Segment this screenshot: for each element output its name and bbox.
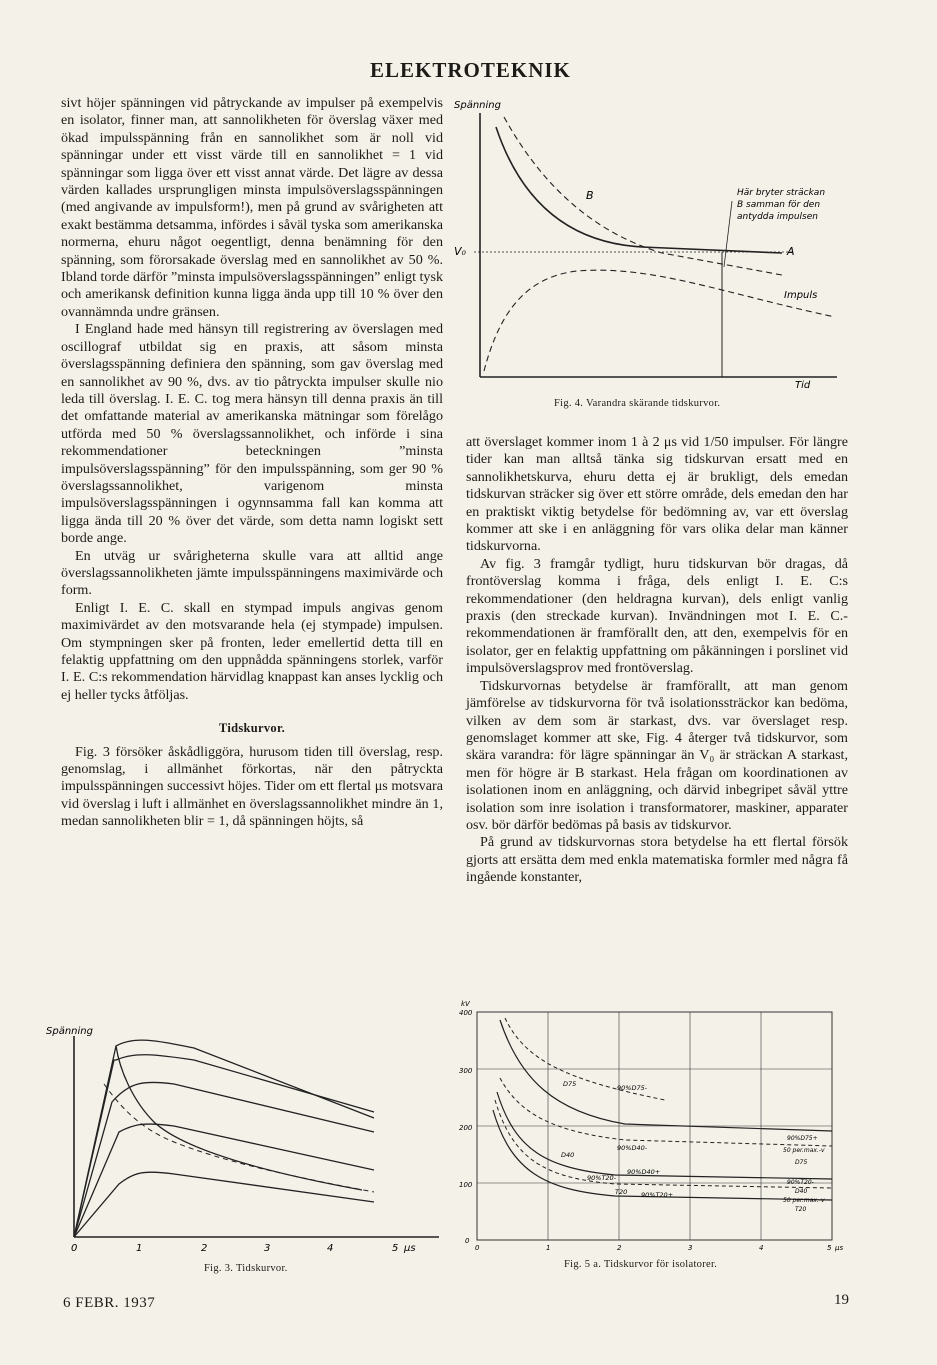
fig5a-grid <box>477 1012 832 1240</box>
fig5a-curve-d40 <box>497 1092 832 1179</box>
fig3-tick: 3 <box>264 1243 271 1254</box>
fig5a-legend-item: T20 <box>795 1206 807 1213</box>
fig4-annotation-line: Här bryter sträckan <box>737 188 826 198</box>
fig5a-legend <box>783 1135 825 1213</box>
paragraph: att överslaget kommer inom 1 à 2 μs vid 1/50 impulser. För längre tider kan man alltså tänka sig tidskurvan ersatt med en sannolikhetskurva, ehuru detta ej är brukligt, dels emedan tidskurvan sträcker sig över ett större område, dels emedan den har en praktiskt viktig betydelse för bedömning av, var ett överslag kommer att ske i en anläggning för vars olika delar man känner tidskurvorna. <box>466 434 848 555</box>
fig4-caption: Fig. 4. Varandra skärande tidskurvor. <box>554 398 721 409</box>
fig5a-x-tick: 0 <box>475 1244 480 1252</box>
fig5a-x-tick: 1 <box>546 1244 551 1252</box>
fig5a-curve-d75 <box>500 1020 832 1131</box>
fig5a-label: 90%T20- <box>587 1174 617 1182</box>
fig5a-legend-item: 50 per.max.-v <box>783 1147 825 1154</box>
fig3-unit: μs <box>404 1243 416 1254</box>
fig3-tick: 2 <box>201 1243 208 1254</box>
fig5a-curve-90t20 <box>495 1100 832 1188</box>
fig4-impulse-curve <box>484 270 835 371</box>
fig5a-x-tick: 3 <box>688 1244 693 1252</box>
fig5a-label: T20 <box>615 1188 628 1196</box>
fig4-v0-label: V₀ <box>454 245 466 258</box>
fig5a-curve-t20 <box>493 1110 832 1200</box>
fig5a-y-tick: 0 <box>465 1237 470 1245</box>
fig5a-legend-item: D40 <box>795 1188 808 1195</box>
fig5a-x-unit: μs <box>835 1244 844 1252</box>
running-header: ELEKTROTEKNIK <box>370 58 571 82</box>
fig3-impulses <box>74 1040 374 1237</box>
fig4-label-b: B <box>586 189 594 202</box>
fig4-annotation-line: antydda impulsen <box>737 212 818 222</box>
fig5a-y-tick: 200 <box>459 1124 473 1132</box>
fig5a-x-ticks <box>475 1244 843 1252</box>
fig5a-x-tick: 4 <box>759 1244 764 1252</box>
fig4-label-a: A <box>787 245 795 258</box>
fig3-tick: 5 <box>392 1243 399 1254</box>
fig5a-label: D40 <box>561 1151 575 1159</box>
paragraph: Tidskurvornas betydelse är framförallt, att man genom jämförelse av tidskurvorna för två isolationssträckor kan bedöma, vilken av dem som är starkast, dvs. var överslaget resp. genomslaget kommer att ske, Fig. 4 återger två tidskurvor, som skära varandra: för lägre spänningar än V₀ är sträckan A starkast, men för högre är B starkast. Hela frågan om koordinationen av isolationen inom en anläggning, och därvid inbegripet såväl yttre isolation som inre isolation i transformatorer, maskiner, apparater osv. bör därför bedömas på basis av tidskurvor. <box>466 677 848 833</box>
fig5a-y-tick: 400 <box>459 1009 473 1017</box>
page-number: 19 <box>834 1292 849 1308</box>
fig5a-x-tick: 5 <box>827 1244 832 1252</box>
fig5a-legend-item: 90%T20- <box>787 1179 814 1186</box>
fig5a-y-unit: kV <box>461 1000 470 1008</box>
fig5a-label: 90%D40+ <box>627 1168 661 1176</box>
fig5a-x-tick: 2 <box>617 1244 622 1252</box>
section-heading: Tidskurvor. <box>218 721 286 736</box>
fig5a-y-tick: 300 <box>459 1067 473 1075</box>
fig3-y-label: Spänning <box>46 1026 93 1037</box>
paragraph: Av fig. 3 framgår tydligt, huru tidskurvan bör dragas, då frontöverslag komma i fråga, dels enligt I. E. C:s rekommendationer (den heldragna kurvan), dels enligt vanlig praxis (den streckade kurvan). Invändningen mot I. E. C.-rekommendationen är framförallt den, att den, exempelvis för en isolator, ger en felaktig uppfattning om påkänningen i porslinet vid impulsöverslagsprov med frontöverslag. <box>466 555 848 677</box>
fig3-tick: 0 <box>71 1243 78 1254</box>
fig3-tick: 4 <box>327 1243 334 1254</box>
fig5a-label: 90%D75- <box>617 1084 648 1092</box>
fig5a-caption: Fig. 5 a. Tidskurvor för isolatorer. <box>564 1259 718 1270</box>
paragraph: På grund av tidskurvornas stora betydelse ha ett flertal försök gjorts att ersätta dem med enkla matematiska formler med några få ingående konstanter, <box>466 834 848 886</box>
fig5a-label: 90%D40- <box>617 1144 648 1152</box>
paragraph: Fig. 3 försöker åskådliggöra, hurusom tiden till överslag, resp. genomslag, i allmänhet förkortas, när den påtryckta impulsspänningen successivt höjes. Tider om ett flertal μs motsvara vid överslag i luft i allmänhet en överslagssannolikhet mindre än 1, medan sannolikheten blir = 1, då spänningen höjts, så <box>61 743 443 830</box>
issue-date: 6 FEBR. 1937 <box>63 1295 156 1311</box>
fig3-impulse <box>74 1040 374 1237</box>
fig5a-curves <box>493 1018 832 1200</box>
paragraph: Enligt I. E. C. skall en stympad impuls angivas genom maximivärdet av den motsvarande hela (ej stympade) impulsen. Om stympningen sker på fronten, leder emellertid detta till en felaktig uppfattning om den uppnådda spänningens storlek, varför I. E. C:s rekommendation härvidlag knappast kan anses lycklig och ej heller tycks åtföljas. <box>61 599 443 703</box>
figure-3 <box>44 1022 454 1257</box>
fig4-impulse-label: Impuls <box>784 290 818 301</box>
fig3-caption: Fig. 3. Tidskurvor. <box>204 1263 288 1274</box>
fig3-impulse <box>74 1055 374 1237</box>
fig5a-y-tick: 100 <box>459 1181 473 1189</box>
paragraph: sivt höjer spänningen vid påtryckande av impulser på exempelvis en isolator, finner man, att sannolikheten för överslag växer med ökad impulsspänning från en sannolikhet som är noll vid spänningar under ett visst värde till en sannolikhet = 1 vid spänningar som ligga över ett visst annat värde. Det lägre av dessa värden kallades ursprungligen minsta impulsöverslagsspänningen (med angivande av impulsform!), men på grund av svårigheten att exakt bestämma detsamma, infördes i såväl tyska som amerikanska normerna, ehuru något oegentligt, denna benämning för den spänning, som förorsakade överslag med en sannolikhet av 50 %. Ibland torde därför ”minsta impulsöverslagsspänningen” enligt tysk och amerikansk definition kunna ligga ända upp till 10 % över den ovannämnda undre gränsen. <box>61 95 444 320</box>
fig4-x-label: Tid <box>795 380 811 391</box>
fig3-curve-solid <box>116 1046 362 1190</box>
fig3-impulse <box>74 1172 374 1237</box>
fig4-y-label: Spänning <box>454 100 501 111</box>
figure-5a <box>455 1000 855 1260</box>
paragraph: En utväg ur svårigheterna skulle vara att alltid ange överslagssannolikheten jämte impulsspänningens maximivärde och form. <box>61 547 443 599</box>
figure-4 <box>452 95 852 395</box>
fig5a-curve-90d40 <box>500 1078 832 1146</box>
right-column <box>466 434 848 887</box>
fig4-annotation-leader <box>724 201 732 267</box>
left-column <box>61 95 443 831</box>
fig5a-legend-item: 90%D75+ <box>787 1135 818 1142</box>
fig4-annotation-line: B samman för den <box>737 200 821 210</box>
fig5a-label: 90%T20+ <box>641 1191 674 1199</box>
fig5a-label: D75 <box>563 1080 577 1088</box>
fig5a-legend-item: 50 per.max.-v <box>783 1197 825 1204</box>
fig5a-y-ticks <box>459 1009 473 1245</box>
fig3-x-ticks <box>71 1243 416 1254</box>
fig5a-legend-item: D75 <box>795 1159 808 1166</box>
paragraph: I England hade med hänsyn till registrering av överslagen med oscillograf utbildat sig en praxis, att såsom minsta överslagsspänning definiera den spänning, som gav överslag med en sannolikhet av 90 %, dvs. av tio påtryckta impulser skulle nio leda till överslag. I. E. C. tog mera hänsyn till denna praxis än till det omfattande material av amerikanska mätningar som förelågo utförda med 50 % överslagssannolikhet, och införde i sina rekommendationer beteckningen ”minsta impulsöverslagsspänning” för den impulsspänning, som ger 90 % överslagssannolikhet, varigenom minsta impulsöverslagsspänningen i ogynnsamma fall kan komma att ligga ända till 20 % över det värde, som detta namn logiskt sett borde ange. <box>61 321 443 547</box>
fig3-tick: 1 <box>136 1243 143 1254</box>
